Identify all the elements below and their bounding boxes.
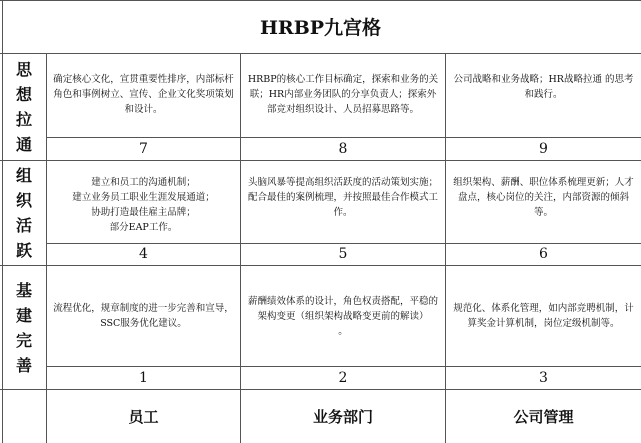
row-label-char: 拉 — [15, 110, 32, 129]
row-label-char: 通 — [15, 135, 32, 154]
grid-cell — [241, 161, 445, 243]
divider — [0, 0, 641, 1]
grid-cell — [446, 54, 641, 137]
grid-cell — [241, 266, 445, 366]
cell-text: 规范化、体系化管理，如内部竞聘机制，计算奖金计算机制，岗位定级机制等。 — [453, 303, 634, 329]
footer-label: 员工 — [128, 408, 159, 426]
row-label-char: 完 — [15, 330, 32, 350]
row-label — [2, 266, 46, 389]
cell-text: 组织架构、薪酬、职位体系梳理更新；人才盘点，核心岗位的关注，内部资源的倾斜等。 — [453, 177, 634, 218]
cell-text: 流程优化，规章制度的进一步完善和宣导，SSC服务优化建议。 — [53, 303, 234, 329]
footer-label: 公司管理 — [513, 408, 574, 426]
row-label-char: 善 — [15, 355, 32, 375]
cell-number: 8 — [338, 140, 348, 157]
row-label-char: 建 — [15, 305, 32, 325]
page-title: HRBP九宫格 — [259, 17, 382, 39]
row-label-char: 组 — [15, 166, 32, 185]
cell-number: 9 — [539, 140, 548, 157]
row-label — [2, 54, 46, 160]
cell-text: 公司战略和业务战略；HR战略拉通 的思考和践行。 — [453, 74, 634, 100]
row-label — [2, 161, 46, 265]
row-label-char: 思 — [15, 60, 32, 79]
cell-number: 6 — [539, 246, 548, 262]
cell-text: 确定核心文化，宣贯重要性排序，内部标杆角色和事例树立、宣传、企业文化奖项策划和设计。 — [53, 74, 234, 115]
cell-text: HRBP的核心工作目标确定，探索和业务的关联；HR内部业务团队的分享负责人；探索外部竞对组织设计、人员招募思路等。 — [247, 74, 439, 115]
cell-number: 5 — [338, 246, 348, 262]
cell-text: 头脑风暴等提高组织活跃度的活动策划实施；配合最佳的案例梳理，并按照最佳合作模式工作。 — [247, 177, 438, 218]
row-label-char: 想 — [15, 85, 32, 104]
row-label-char: 跃 — [15, 241, 32, 260]
grid-cell — [446, 266, 641, 366]
grid-cell — [47, 54, 240, 137]
cell-number: 3 — [539, 369, 548, 386]
grid-cell — [241, 54, 445, 137]
cell-number: 1 — [139, 369, 148, 386]
footer-label: 业务部门 — [312, 408, 373, 426]
cell-number: 7 — [139, 140, 148, 157]
row-label-char: 织 — [15, 191, 32, 210]
cell-number: 4 — [139, 246, 148, 262]
cell-text: 薪酬绩效体系的设计，角色权责搭配，平稳的架构变更（组织架构战略变更前的解读） 。 — [247, 295, 438, 337]
grid-cell — [47, 266, 240, 366]
grid-cell — [47, 161, 240, 243]
cell-number: 2 — [338, 369, 348, 386]
row-label-char: 活 — [15, 216, 32, 235]
row-label-char: 基 — [15, 280, 32, 300]
grid-cell — [446, 161, 641, 243]
cell-text: 建立和员工的沟通机制； 建立业务员工职业生涯发展通道； 协助打造最佳雇主品牌； 部分EAP工作。 — [72, 177, 215, 233]
